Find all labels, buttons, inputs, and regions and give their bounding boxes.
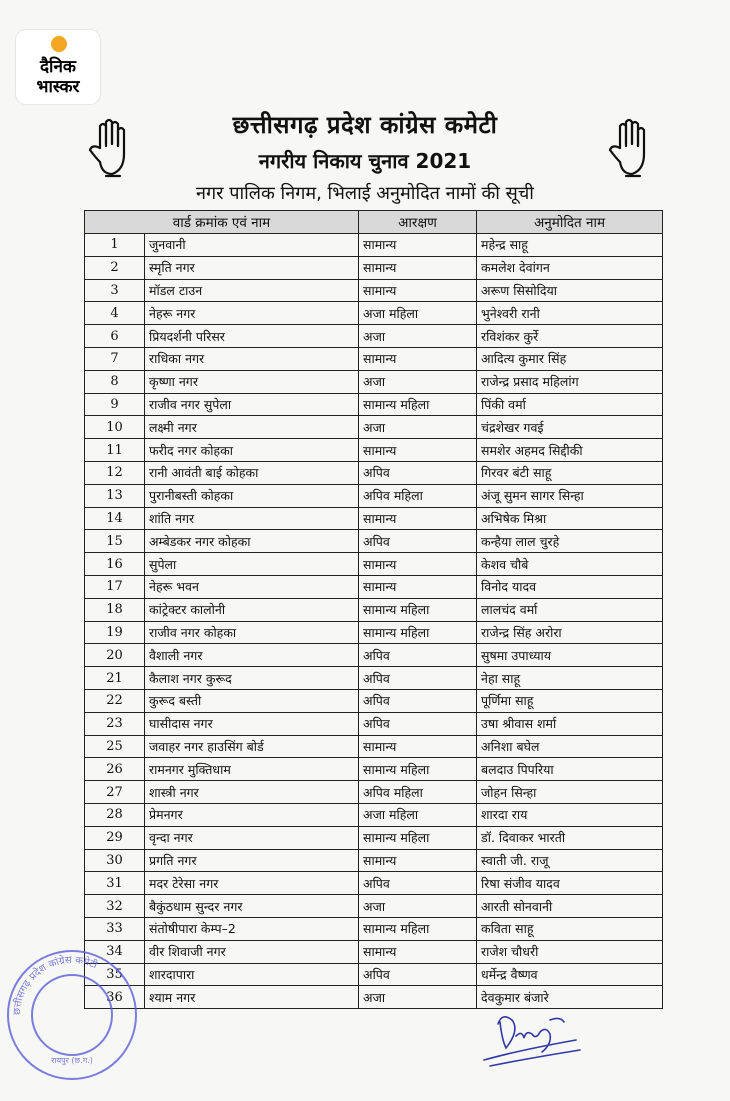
sun-dot-icon xyxy=(51,36,67,52)
table-header-row xyxy=(85,211,663,234)
reservation-cell: सामान्य xyxy=(359,256,477,279)
ward-name-cell: कैलाश नगर कुरूद xyxy=(145,667,359,690)
ward-number-cell: 34 xyxy=(85,940,145,963)
ward-name-cell: शारदापारा xyxy=(145,963,359,986)
handwritten-signature xyxy=(480,1000,590,1070)
table-row xyxy=(85,712,663,735)
office-stamp-seal xyxy=(2,945,142,1085)
ward-number-cell: 12 xyxy=(85,461,145,484)
ward-name-cell: प्रगति नगर xyxy=(145,849,359,872)
table-row xyxy=(85,416,663,439)
ward-number-cell: 2 xyxy=(85,256,145,279)
ward-number-cell: 7 xyxy=(85,347,145,370)
table-row xyxy=(85,917,663,940)
table-row xyxy=(85,735,663,758)
reservation-cell: सामान्य महिला xyxy=(359,598,477,621)
ward-number-cell: 22 xyxy=(85,689,145,712)
raised-hand-icon xyxy=(606,118,660,180)
approved-name-cell: गिरवर बंटी साहू xyxy=(477,461,663,484)
approved-name-cell: राजेन्द्र सिंह अरोरा xyxy=(477,621,663,644)
reservation-cell: अजा xyxy=(359,325,477,348)
ward-number-cell: 1 xyxy=(85,234,145,257)
reservation-cell: सामान्य xyxy=(359,279,477,302)
table-row xyxy=(85,849,663,872)
approved-name-cell: स्वाती जी. राजू xyxy=(477,849,663,872)
ward-header: वार्ड क्रमांक एवं नाम xyxy=(85,211,359,234)
table-row xyxy=(85,256,663,279)
ward-name-cell: राजीव नगर कोहका xyxy=(145,621,359,644)
table-row xyxy=(85,872,663,895)
table-row xyxy=(85,484,663,507)
approved-name-cell: अभिषेक मिश्रा xyxy=(477,507,663,530)
approved-name-cell: शारदा राय xyxy=(477,803,663,826)
reservation-cell: अपिव xyxy=(359,872,477,895)
table-row xyxy=(85,279,663,302)
ward-number-cell: 3 xyxy=(85,279,145,302)
reservation-cell: सामान्य xyxy=(359,439,477,462)
approved-name-cell: रविशंकर कुर्रे xyxy=(477,325,663,348)
table-body xyxy=(85,234,663,1009)
logo-text-line2: भास्कर xyxy=(36,77,80,97)
approved-name-cell: अरूण सिसोदिया xyxy=(477,279,663,302)
approved-name-cell: राजेन्द्र प्रसाद महिलांग xyxy=(477,370,663,393)
approved-name-cell: नेहा साहू xyxy=(477,667,663,690)
ward-name-cell: वृन्दा नगर xyxy=(145,826,359,849)
ward-name-cell: प्रियदर्शनी परिसर xyxy=(145,325,359,348)
reservation-cell: अपिव xyxy=(359,689,477,712)
ward-number-cell: 27 xyxy=(85,781,145,804)
ward-number-cell: 11 xyxy=(85,439,145,462)
reservation-cell: सामान्य xyxy=(359,553,477,576)
approved-name-cell: कविता साहू xyxy=(477,917,663,940)
table-row xyxy=(85,826,663,849)
reservation-cell: अजा महिला xyxy=(359,302,477,325)
approved-name-cell: आरती सोनवानी xyxy=(477,895,663,918)
reservation-cell: अपिव xyxy=(359,644,477,667)
ward-number-cell: 23 xyxy=(85,712,145,735)
list-title: नगर पालिक निगम, भिलाई अनुमोदित नामों की सूची xyxy=(196,183,534,204)
ward-name-cell: प्रेमनगर xyxy=(145,803,359,826)
ward-number-cell: 32 xyxy=(85,895,145,918)
reservation-cell: सामान्य xyxy=(359,347,477,370)
approved-name-cell: अनिशा बघेल xyxy=(477,735,663,758)
ward-number-cell: 16 xyxy=(85,553,145,576)
ward-name-cell: जवाहर नगर हाउसिंग बोर्ड xyxy=(145,735,359,758)
table-row xyxy=(85,347,663,370)
ward-name-cell: वीर शिवाजी नगर xyxy=(145,940,359,963)
ward-number-cell: 15 xyxy=(85,530,145,553)
approved-name-cell: आदित्य कुमार सिंह xyxy=(477,347,663,370)
reservation-cell: अजा महिला xyxy=(359,803,477,826)
ward-number-cell: 25 xyxy=(85,735,145,758)
reservation-cell: सामान्य महिला xyxy=(359,826,477,849)
ward-number-cell: 14 xyxy=(85,507,145,530)
reservation-cell: अपिव xyxy=(359,667,477,690)
table-row xyxy=(85,963,663,986)
ward-number-cell: 31 xyxy=(85,872,145,895)
logo-text-line1: दैनिक xyxy=(40,57,76,77)
ward-number-cell: 10 xyxy=(85,416,145,439)
reservation-cell: अजा xyxy=(359,370,477,393)
svg-text:रायपुर (छ.ग.): रायपुर (छ.ग.) xyxy=(51,1056,93,1065)
approved-name-cell: जोहन सिन्हा xyxy=(477,781,663,804)
table-row xyxy=(85,803,663,826)
approved-name-cell: केशव चौबे xyxy=(477,553,663,576)
reservation-cell: सामान्य xyxy=(359,940,477,963)
approved-name-cell: राजेश चौधरी xyxy=(477,940,663,963)
reservation-cell: सामान्य महिला xyxy=(359,621,477,644)
approved-name-cell: भुनेश्वरी रानी xyxy=(477,302,663,325)
approved-name-cell: देवकुमार बंजारे xyxy=(477,986,663,1009)
reservation-cell: सामान्य xyxy=(359,849,477,872)
ward-name-cell: फरीद नगर कोहका xyxy=(145,439,359,462)
ward-number-cell: 20 xyxy=(85,644,145,667)
approved-name-cell: कन्हैया लाल चुरहे xyxy=(477,530,663,553)
dainik-bhaskar-logo xyxy=(16,30,100,104)
ward-name-cell: राधिका नगर xyxy=(145,347,359,370)
table-row xyxy=(85,689,663,712)
approved-name-cell: कमलेश देवांगन xyxy=(477,256,663,279)
ward-number-cell: 26 xyxy=(85,758,145,781)
approved-name-cell: पिंकी वर्मा xyxy=(477,393,663,416)
ward-name-cell: नेहरू नगर xyxy=(145,302,359,325)
table-row xyxy=(85,234,663,257)
ward-name-cell: शांति नगर xyxy=(145,507,359,530)
ward-name-cell: जुनवानी xyxy=(145,234,359,257)
reservation-cell: अपिव xyxy=(359,530,477,553)
table-row xyxy=(85,644,663,667)
ward-name-cell: कृष्णा नगर xyxy=(145,370,359,393)
approved-name-cell: बलदाउ पिपरिया xyxy=(477,758,663,781)
party-title: छत्तीसगढ़ प्रदेश कांग्रेस कमेटी xyxy=(232,111,498,139)
ward-number-cell: 33 xyxy=(85,917,145,940)
election-title: नगरीय निकाय चुनाव 2021 xyxy=(258,149,472,173)
table-row xyxy=(85,598,663,621)
table-row xyxy=(85,302,663,325)
reservation-cell: अपिव xyxy=(359,461,477,484)
reservation-cell: अजा xyxy=(359,986,477,1009)
reservation-header: आरक्षण xyxy=(359,211,477,234)
table-row xyxy=(85,507,663,530)
approved-name-cell: लालचंद वर्मा xyxy=(477,598,663,621)
table-row xyxy=(85,758,663,781)
ward-name-cell: वैशाली नगर xyxy=(145,644,359,667)
approved-name-cell: पूर्णिमा साहू xyxy=(477,689,663,712)
approved-name-cell: अंजू सुमन सागर सिन्हा xyxy=(477,484,663,507)
table-row xyxy=(85,895,663,918)
table-row xyxy=(85,370,663,393)
reservation-cell: सामान्य महिला xyxy=(359,917,477,940)
reservation-cell: सामान्य महिला xyxy=(359,393,477,416)
ward-name-cell: राजीव नगर सुपेला xyxy=(145,393,359,416)
table-row xyxy=(85,530,663,553)
ward-name-cell: रानी आवंती बाई कोहका xyxy=(145,461,359,484)
table-row xyxy=(85,325,663,348)
ward-number-cell: 18 xyxy=(85,598,145,621)
ward-name-cell: कांट्रेक्टर कालोनी xyxy=(145,598,359,621)
table-row xyxy=(85,553,663,576)
ward-number-cell: 21 xyxy=(85,667,145,690)
approved-name-cell: विनोद यादव xyxy=(477,575,663,598)
reservation-cell: सामान्य xyxy=(359,735,477,758)
ward-number-cell: 13 xyxy=(85,484,145,507)
table-row xyxy=(85,461,663,484)
ward-name-cell: पुरानीबस्ती कोहका xyxy=(145,484,359,507)
ward-number-cell: 35 xyxy=(85,963,145,986)
ward-name-cell: मदर टेरेसा नगर xyxy=(145,872,359,895)
table-row xyxy=(85,575,663,598)
ward-number-cell: 29 xyxy=(85,826,145,849)
reservation-cell: अपिव महिला xyxy=(359,781,477,804)
reservation-cell: सामान्य xyxy=(359,575,477,598)
table-row xyxy=(85,667,663,690)
ward-name-cell: कुरूद बस्ती xyxy=(145,689,359,712)
reservation-cell: अजा xyxy=(359,416,477,439)
reservation-cell: अपिव xyxy=(359,963,477,986)
ward-name-cell: लक्ष्मी नगर xyxy=(145,416,359,439)
ward-number-cell: 4 xyxy=(85,302,145,325)
approved-name-cell: सुषमा उपाध्याय xyxy=(477,644,663,667)
approved-name-cell: रिषा संजीव यादव xyxy=(477,872,663,895)
approved-name-cell: समशेर अहमद सिद्दीकी xyxy=(477,439,663,462)
approved-name-cell: महेन्द्र साहू xyxy=(477,234,663,257)
ward-number-cell: 17 xyxy=(85,575,145,598)
reservation-cell: सामान्य xyxy=(359,507,477,530)
ward-name-cell: सुपेला xyxy=(145,553,359,576)
ward-name-cell: घासीदास नगर xyxy=(145,712,359,735)
ward-name-cell: शास्त्री नगर xyxy=(145,781,359,804)
ward-name-cell: श्याम नगर xyxy=(145,986,359,1009)
approved-name-cell: उषा श्रीवास शर्मा xyxy=(477,712,663,735)
table-row xyxy=(85,439,663,462)
ward-number-cell: 36 xyxy=(85,986,145,1009)
approved-name-cell: चंद्रशेखर गवई xyxy=(477,416,663,439)
ward-number-cell: 8 xyxy=(85,370,145,393)
ward-number-cell: 9 xyxy=(85,393,145,416)
approved-name-header: अनुमोदित नाम xyxy=(477,211,663,234)
reservation-cell: अपिव xyxy=(359,712,477,735)
approved-name-cell: धर्मेन्द्र वैष्णव xyxy=(477,963,663,986)
approved-name-cell: डॉ. दिवाकर भारती xyxy=(477,826,663,849)
ward-number-cell: 28 xyxy=(85,803,145,826)
reservation-cell: अपिव महिला xyxy=(359,484,477,507)
table-row xyxy=(85,393,663,416)
ward-name-cell: रामनगर मुक्तिधाम xyxy=(145,758,359,781)
ward-name-cell: मॉडल टाउन xyxy=(145,279,359,302)
ward-name-cell: स्मृति नगर xyxy=(145,256,359,279)
ward-number-cell: 19 xyxy=(85,621,145,644)
ward-name-cell: संतोषीपारा केम्प–2 xyxy=(145,917,359,940)
ward-number-cell: 6 xyxy=(85,325,145,348)
reservation-cell: सामान्य xyxy=(359,234,477,257)
svg-text:छत्तीसगढ़ प्रदेश कांग्रेस कमेट: छत्तीसगढ़ प्रदेश कांग्रेस कमेटी xyxy=(11,954,99,1016)
table-row xyxy=(85,621,663,644)
candidate-table xyxy=(84,210,663,1009)
table-row xyxy=(85,781,663,804)
ward-name-cell: नेहरू भवन xyxy=(145,575,359,598)
ward-name-cell: बैकुंठधाम सुन्दर नगर xyxy=(145,895,359,918)
table-row xyxy=(85,940,663,963)
ward-number-cell: 30 xyxy=(85,849,145,872)
reservation-cell: अजा xyxy=(359,895,477,918)
reservation-cell: सामान्य महिला xyxy=(359,758,477,781)
ward-name-cell: अम्बेडकर नगर कोहका xyxy=(145,530,359,553)
